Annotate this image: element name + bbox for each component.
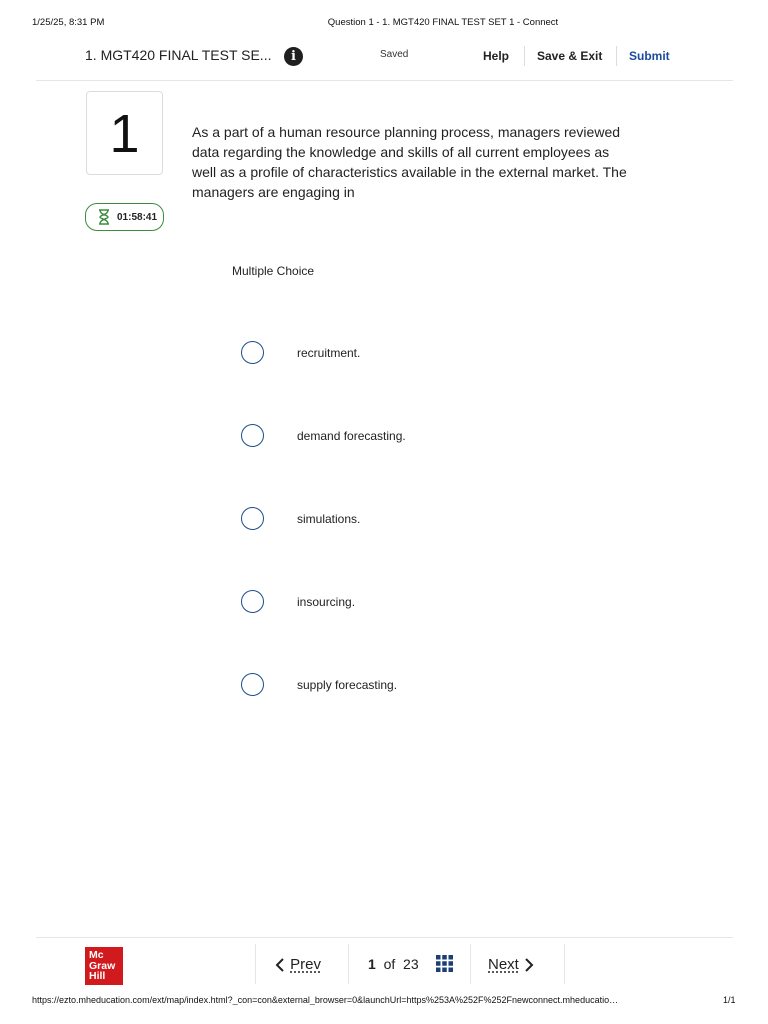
next-button[interactable]: [488, 956, 535, 973]
hourglass-icon: [98, 209, 110, 225]
divider: [616, 46, 617, 66]
radio-button[interactable]: [241, 673, 264, 696]
page-indicator: [368, 956, 419, 972]
prev-button[interactable]: [274, 956, 321, 973]
current-page: 1: [368, 956, 376, 972]
divider: [348, 944, 349, 984]
saved-status: Saved: [380, 49, 409, 60]
chevron-right-icon: [523, 958, 535, 972]
timer-value: 01:58:41: [117, 212, 158, 223]
save-exit-button[interactable]: Save & Exit: [537, 49, 603, 63]
radio-button[interactable]: [241, 341, 264, 364]
question-type: Multiple Choice: [232, 264, 315, 278]
of-label: of: [383, 956, 396, 972]
divider: [255, 944, 256, 984]
divider: [564, 944, 565, 984]
print-url: https://ezto.mheducation.com/ext/map/index.html?_con=con&external_browser=0&launchUrl=https%253A%252F%252Fnewconnect.mheducatio…: [32, 995, 619, 1005]
answer-option[interactable]: [241, 422, 541, 452]
answer-option-label: recruitment.: [297, 346, 361, 360]
top-bar: [36, 40, 733, 81]
help-button[interactable]: Help: [483, 49, 510, 63]
mcgraw-hill-logo: [85, 947, 123, 985]
radio-button[interactable]: [241, 424, 264, 447]
next-label: Next: [488, 956, 519, 973]
answer-option-label: insourcing.: [297, 595, 356, 609]
assignment-title: 1. MGT420 FINAL TEST SE...: [85, 47, 272, 63]
radio-button[interactable]: [241, 507, 264, 530]
divider: [524, 46, 525, 66]
print-page-number: 1/1: [723, 995, 736, 1005]
answer-option-label: simulations.: [297, 512, 361, 526]
print-datetime: 1/25/25, 8:31 PM: [32, 17, 105, 28]
timer[interactable]: [85, 203, 164, 231]
print-footer: [0, 995, 768, 1009]
info-icon[interactable]: i: [284, 47, 303, 66]
total-pages: 23: [403, 956, 419, 972]
question-text: As a part of a human resource planning process, managers reviewed data regarding the knowledge and skills of all current employees as well as a profile of characteristics available in the external market. The managers are engaging in: [192, 124, 627, 200]
logo-line: Graw: [89, 959, 116, 972]
divider: [470, 944, 471, 984]
logo-line: Mc: [89, 949, 104, 961]
chevron-left-icon: [274, 958, 286, 972]
submit-button[interactable]: Submit: [629, 49, 670, 63]
print-document-title: Question 1 - 1. MGT420 FINAL TEST SET 1 - Connect: [327, 17, 559, 28]
logo-line: Hill: [89, 970, 106, 982]
answer-option-label: demand forecasting.: [297, 429, 406, 443]
answer-option[interactable]: [241, 339, 541, 369]
answer-option[interactable]: [241, 588, 541, 618]
prev-label: Prev: [290, 956, 322, 973]
footer-nav: [36, 937, 733, 988]
radio-button[interactable]: [241, 590, 264, 613]
answer-option-label: supply forecasting.: [297, 678, 398, 692]
question-number: 1: [86, 91, 163, 175]
answer-option[interactable]: [241, 671, 541, 701]
print-header: [0, 17, 768, 31]
answer-option[interactable]: [241, 505, 541, 535]
grid-icon[interactable]: [436, 955, 453, 972]
